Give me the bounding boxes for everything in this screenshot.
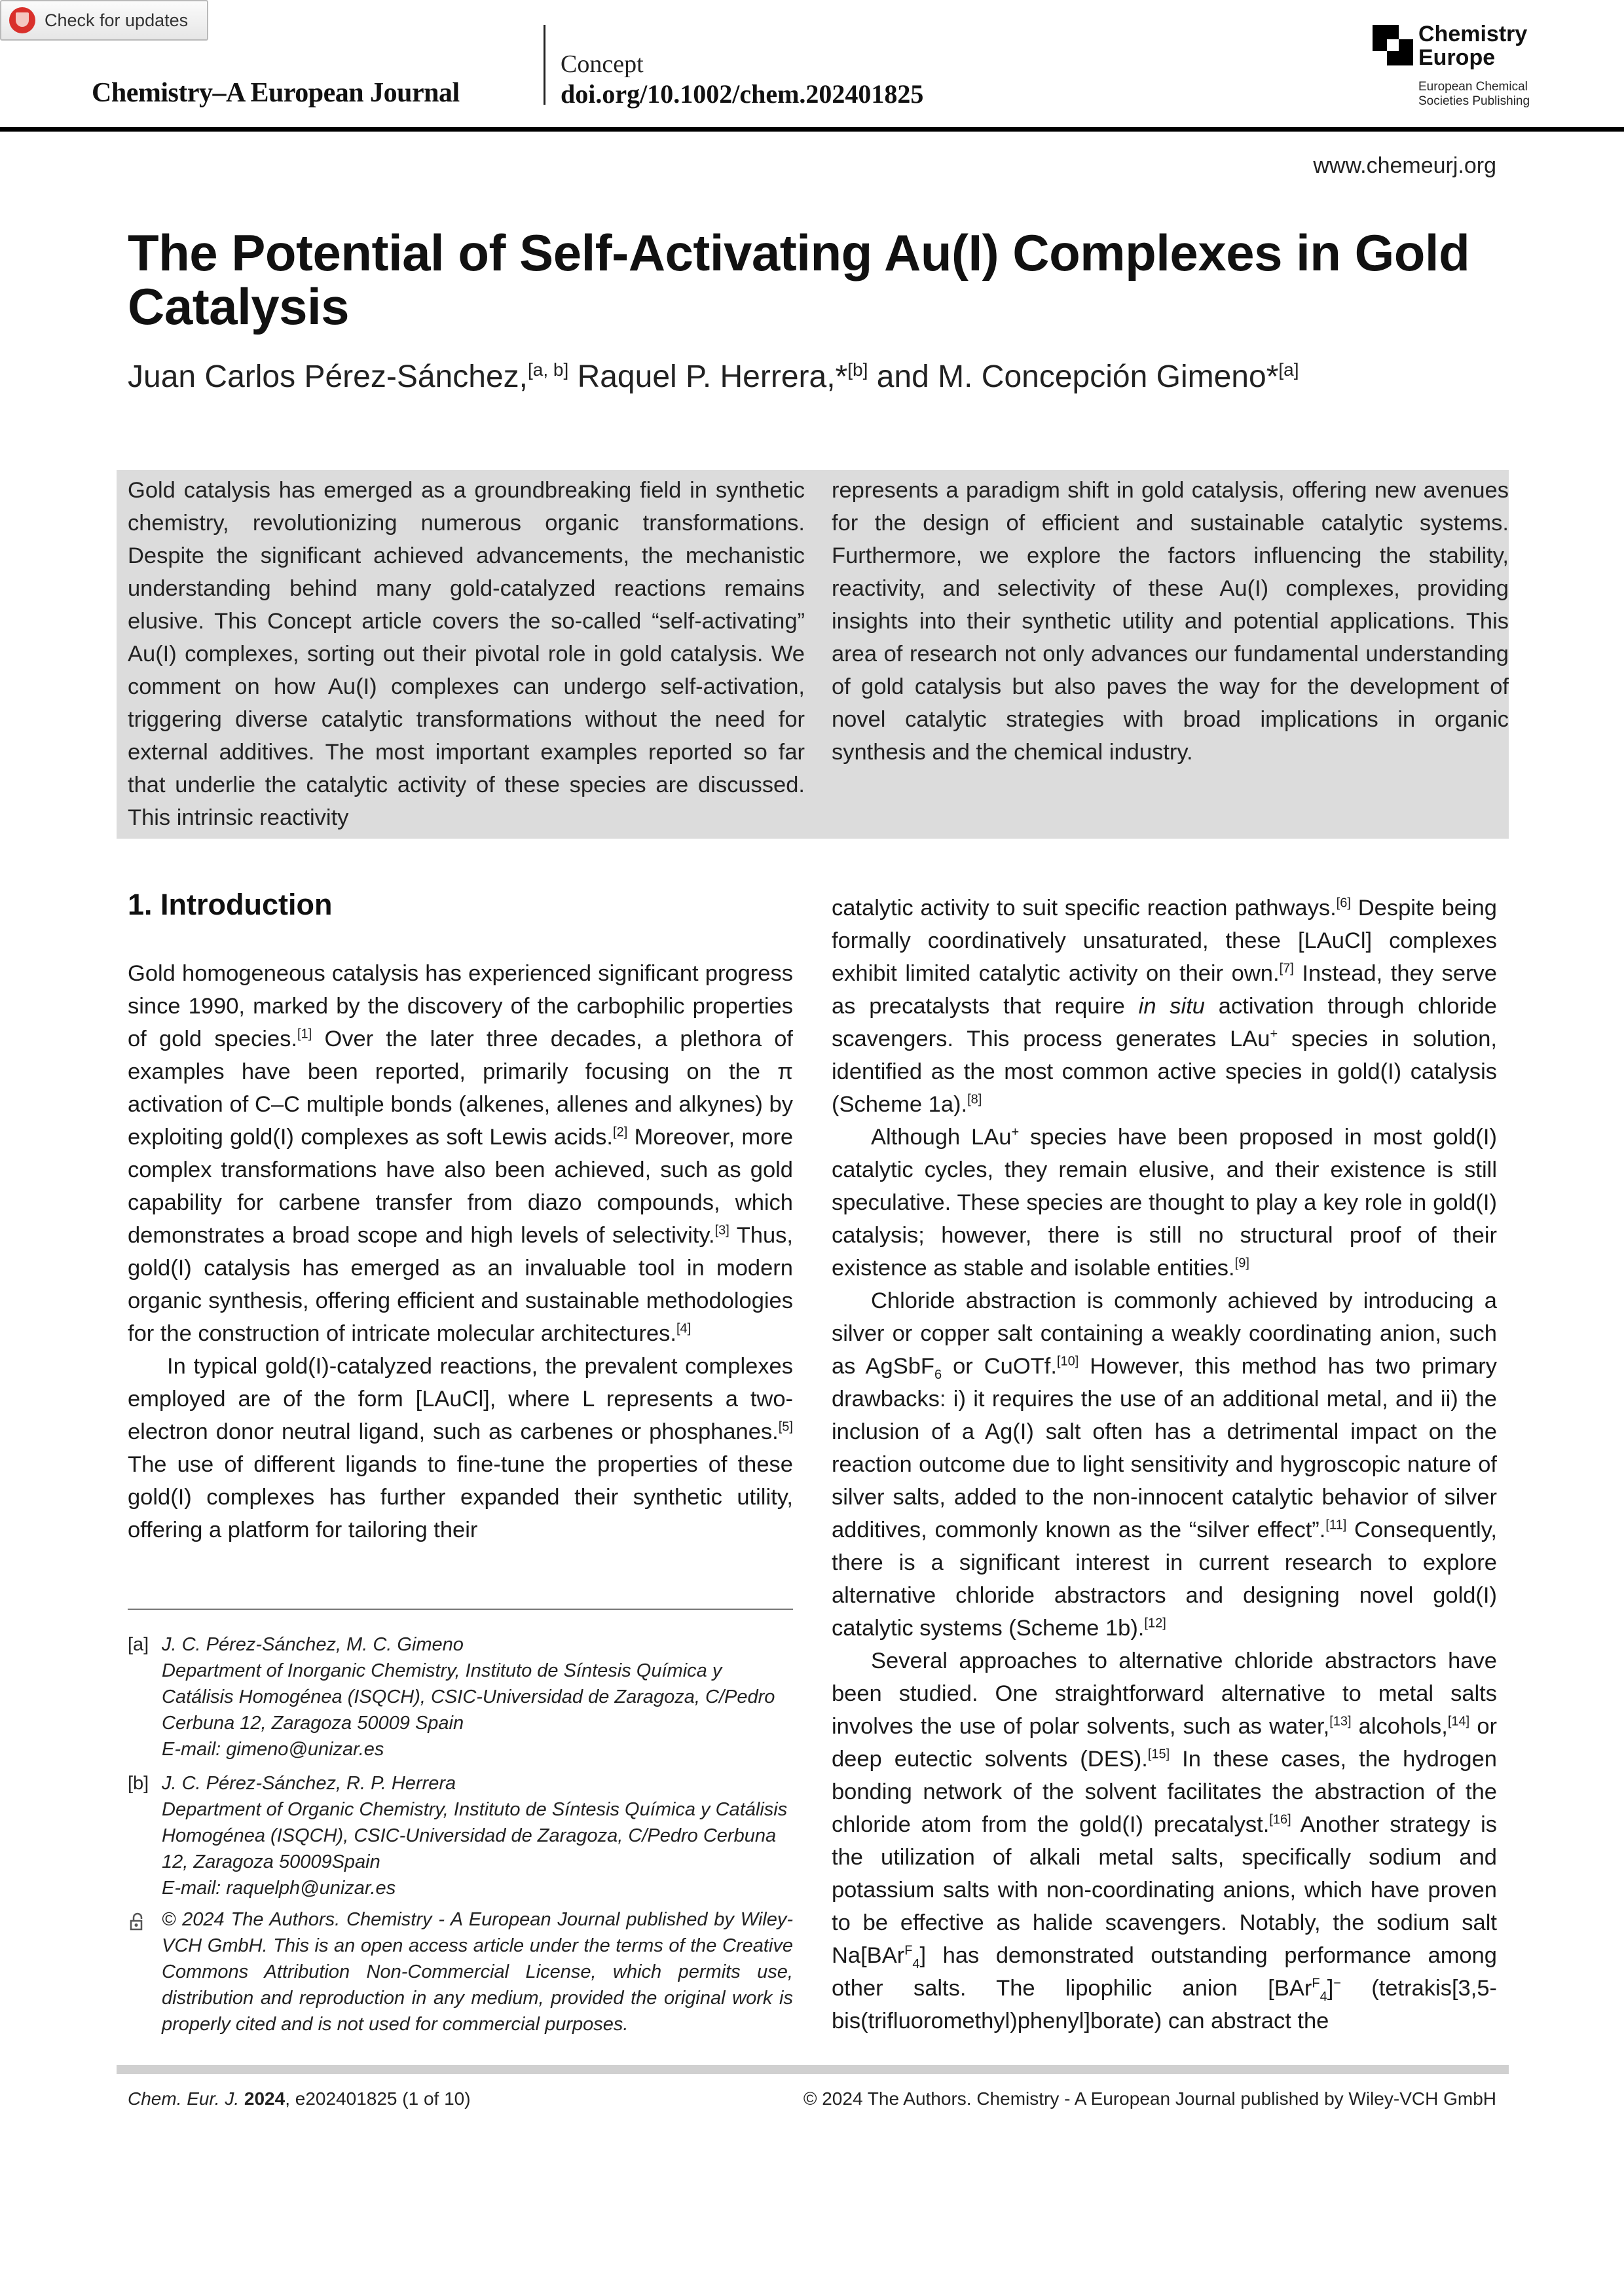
update-check-icon	[9, 7, 35, 33]
doi-link[interactable]: doi.org/10.1002/chem.202401825	[561, 79, 924, 109]
citation-ref[interactable]: [6]	[1336, 896, 1351, 911]
publisher-sub-line2: Societies Publishing	[1418, 94, 1530, 108]
body-paragraph: Gold homogeneous catalysis has experienced significant progress since 1990, marked by the discovery of the carbophilic properties of gold species.[1] Over the later three decades, a plethora of examples have been reported, primarily focusing on the π activation of C–C multiple bonds (alkenes, allenes and alkynes) by exploiting gold(I) complexes as soft Lewis acids.[2] Moreover, more complex transformations have also been achieved, such as gold capability for carbene transfer from diazo compounds, which demonstrates a broad scope and high levels of selectivity.[3] Thus, gold(I) catalysis has emerged as an invaluable tool in modern organic synthesis, offering efficient and sustainable methodologies for the construction of intricate molecular architectures.[4]	[128, 961, 794, 1346]
footer-year: 2024	[244, 2088, 286, 2109]
author-2: Raquel P. Herrera,*	[568, 359, 848, 394]
body-paragraph: Chloride abstraction is commonly achieved by introducing a silver or copper salt containing a weakly coordinating anion, such as AgSbF$_6$ or CuOTf.[10] However, this method has two primary drawbacks: i) it requires the use of an additional metal, and ii) the inclusion of a Ag(I) salt often has a detrimental impact on the reaction outcome due to light sensitivity and hygroscopic nature of silver salts, added to the non-innocent catalytic behavior of silver additives, commonly known as the “silver effect”.[11] Consequently, there is a significant interest in current research to explore alternative chloride abstractors and designing novel gold(I) catalytic systems (Scheme 1b).[12]	[832, 1288, 1498, 1641]
body-paragraph: catalytic activity to suit specific reaction pathways.[6] Despite being formally coordinatively unsaturated, these [LAuCl] complexes exhibit limited catalytic activity on their own.[7] Instead, they serve as precatalysts that require in situ activation through chloride scavengers. This process generates LAu+ species in solution, identified as the most common active species in gold(I) catalysis (Scheme 1a).[8]	[832, 896, 1497, 1117]
affiliation-b	[128, 1770, 793, 1901]
citation-ref[interactable]: [8]	[967, 1092, 982, 1107]
citation-ref[interactable]: [10]	[1056, 1354, 1079, 1369]
abstract-left-column: Gold catalysis has emerged as a groundbreaking field in synthetic chemistry, revolutionizing numerous organic transformations. Despite the significant achieved advancements, the mechanistic understanding behind many gold-catalyzed reactions remains elusive. This Concept article covers the so-called “self-activating” Au(I) complexes, sorting out their pivotal role in gold catalysis. We comment on how Au(I) complexes can undergo self-activation, triggering diverse catalytic transformations without the need for external additives. The most important examples reported so far that underlie the catalytic activity of these species are discussed. This intrinsic reactivity	[128, 478, 805, 830]
header-divider	[544, 25, 545, 105]
chemistry-europe-logo-icon	[1373, 25, 1413, 65]
author-1: Juan Carlos Pérez-Sánchez,	[128, 359, 528, 394]
check-for-updates-label: Check for updates	[45, 10, 189, 30]
citation-ref[interactable]: [13]	[1329, 1714, 1352, 1729]
affiliation-a-address: Department of Inorganic Chemistry, Instituto de Síntesis Química y Catálisis Homogénea (ISQCH), CSIC-Universidad de Zaragoza, C/Pedro Cerbuna 12, Zaragoza 50009 Spain	[162, 1660, 775, 1734]
citation-ref[interactable]: [1]	[297, 1027, 312, 1042]
footer-copyright: © 2024 The Authors. Chemistry - A European Journal published by Wiley-VCH GmbH	[803, 2088, 1496, 2109]
journal-name: Chemistry–A European Journal	[92, 78, 460, 108]
affiliation-a-tag: [a]	[128, 1634, 149, 1655]
author-list	[128, 359, 1299, 395]
footnote-rule	[128, 1609, 793, 1610]
footer-article-number: , e202401825 (1 of 10)	[285, 2088, 471, 2109]
license-notice	[128, 1906, 793, 2037]
author-1-affiliation: [a, b]	[527, 359, 569, 380]
citation-ref[interactable]: [9]	[1234, 1256, 1249, 1271]
affiliation-b-email[interactable]: E-mail: raquelph@unizar.es	[162, 1878, 396, 1899]
citation-ref[interactable]: [5]	[778, 1419, 793, 1434]
citation-ref[interactable]: [11]	[1325, 1518, 1347, 1533]
citation-ref[interactable]: [2]	[613, 1125, 628, 1140]
body-left-column	[128, 957, 793, 1546]
citation-ref[interactable]: [4]	[676, 1321, 692, 1336]
body-paragraph: Several approaches to alternative chloride abstractors have been studied. One straightforward alternative to metal salts involves the use of polar solvents, such as water,[13] alcohols,[14] or deep eutectic solvents (DES).[15] In these cases, the hydrogen bonding network of the solvent facilitates the abstraction of the chloride atom from the gold(I) precatalyst.[16] Another strategy is the utilization of alkali metal salts, specifically sodium and potassium salts with non-coordinating anions, which have proven to be effective as halide scavengers. Notably, the sodium salt Na[BAr$^F_4$] has demonstrated outstanding performance among other salts. The lipophilic anion [BAr$^F_4$]− (tetrakis[3,5-bis(trifluoromethyl)phenyl]borate) can abstract the	[832, 1649, 1498, 2033]
citation-ref[interactable]: [16]	[1269, 1812, 1291, 1827]
citation-ref[interactable]: [15]	[1147, 1747, 1170, 1762]
affiliation-a	[128, 1631, 793, 1762]
citation-ref[interactable]: [3]	[714, 1223, 729, 1238]
article-title: The Potential of Self-Activating Au(I) Complexes in Gold Catalysis	[128, 224, 1470, 335]
affiliation-b-names: J. C. Pérez-Sánchez, R. P. Herrera	[162, 1773, 456, 1794]
publisher-name	[1418, 22, 1527, 69]
abstract-right-column: represents a paradigm shift in gold catalysis, offering new avenues for the design of efficient and sustainable catalytic systems. Furthermore, we explore the factors influencing the stability, reactivity, and selectivity of these Au(I) complexes, providing insights into their synthetic utility and potential applications. This area of research not only advances our fundamental understanding of gold catalysis but also paves the way for the development of novel catalytic strategies with broad implications in organic synthesis and the chemical industry.	[832, 478, 1509, 765]
publisher-subtitle	[1418, 80, 1530, 109]
citation-ref[interactable]: [14]	[1447, 1714, 1470, 1729]
author-2-affiliation: [b]	[847, 359, 868, 380]
publisher-sub-line1: European Chemical	[1418, 80, 1528, 94]
footer-citation	[128, 2088, 471, 2109]
affiliation-b-tag: [b]	[128, 1773, 149, 1794]
section-heading-introduction: 1. Introduction	[128, 888, 333, 921]
author-3-affiliation: [a]	[1278, 359, 1299, 380]
author-3: and M. Concepción Gimeno*	[868, 359, 1279, 394]
affiliation-a-names: J. C. Pérez-Sánchez, M. C. Gimeno	[162, 1634, 464, 1655]
body-paragraph: Although LAu+ species have been proposed in most gold(I) catalytic cycles, they remain elusive, and their existence is still speculative. These species are thought to play a key role in gold(I) catalysis; however, there is still no structural proof of their existence as stable and isolable entities.[9]	[832, 1125, 1497, 1281]
affiliation-a-email[interactable]: E-mail: gimeno@unizar.es	[162, 1739, 384, 1760]
affiliation-b-address: Department of Organic Chemistry, Instituto de Síntesis Química y Catálisis Homogénea (ISQCH), CSIC-Universidad de Zaragoza, C/Pedro Cerbuna 12, Zaragoza 50009Spain	[162, 1799, 788, 1872]
publisher-name-line1: Chemistry	[1418, 22, 1528, 46]
citation-ref[interactable]: [7]	[1279, 961, 1294, 976]
header-rule	[0, 127, 1624, 132]
body-paragraph: In typical gold(I)-catalyzed reactions, the prevalent complexes employed are of the form [LAuCl], where L represents a two-electron donor neutral ligand, such as carbenes or phosphanes.[5] The use of different ligands to fine-tune the properties of these gold(I) complexes has further expanded their synthetic utility, offering a platform for tailoring their	[128, 1354, 793, 1542]
body-right-column	[832, 892, 1497, 2037]
article-type: Concept	[561, 50, 644, 78]
footer-rule	[117, 2065, 1509, 2074]
footer-journal-abbr: Chem. Eur. J.	[128, 2088, 240, 2109]
publisher-name-line2: Europe	[1418, 45, 1496, 70]
license-text: © 2024 The Authors. Chemistry - A European Journal published by Wiley-VCH GmbH. This is an open access article under the terms of the Creative Commons Attribution Non-Commercial License, which permits use, distribution and reproduction in any medium, provided the original work is properly cited and is not used for commercial purposes.	[162, 1909, 793, 2035]
journal-website-link[interactable]: www.chemeurj.org	[1313, 153, 1496, 178]
check-for-updates-button[interactable]	[0, 0, 208, 41]
citation-ref[interactable]: [12]	[1144, 1616, 1166, 1631]
